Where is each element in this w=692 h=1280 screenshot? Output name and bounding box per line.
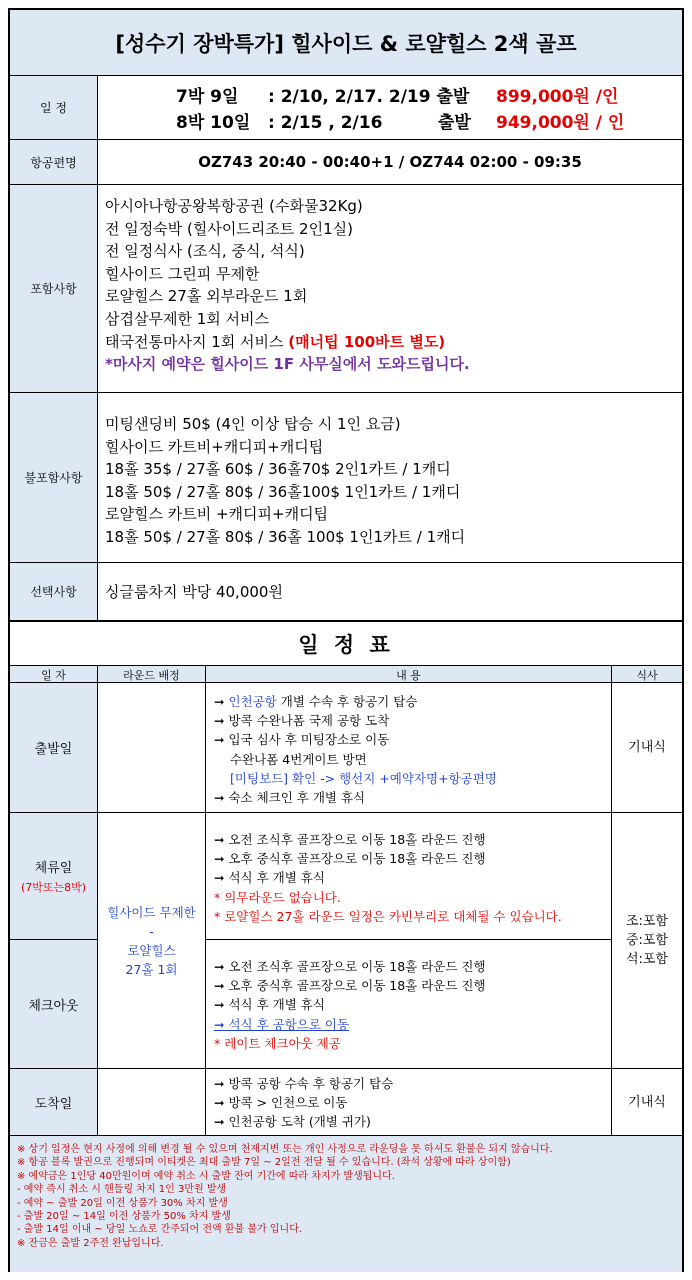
note-line: - 예약 즉시 취소 시 핸들링 차지 1인 3만원 발생	[17, 1184, 227, 1196]
list-item: 태국전통마사지 1회 서비스 (매너팁 100바트 별도)	[105, 332, 446, 351]
excluded-list	[98, 393, 682, 562]
excluded-row	[10, 393, 682, 563]
round-arrival	[98, 1069, 206, 1136]
list-item: 18홀 35$ / 27홀 60$ / 36홀70$ 2인1카트 / 1캐디	[105, 460, 451, 479]
stay-note-2: * 로얄힐스 27홀 라운드 일정은 카빈부리로 대체될 수 있습니다.	[214, 908, 562, 924]
price-8n10d: 949,000원 / 인	[496, 113, 625, 133]
list-item: 삼겹살무제한 1회 서비스	[105, 309, 269, 328]
terms-notes	[10, 1136, 682, 1272]
content-checkout: ➞ 오전 조식후 골프장으로 이동 18홀 라운드 진행 ➞ 오후 중식후 골프장으로 이동 18홀 라운드 진행 ➞ 석식 후 개별 휴식 ➞ 석식 후 공항으로 이동 * 레이트 체크아웃 제공	[206, 940, 612, 1069]
stay-nights: (7박또는8박)	[20, 881, 87, 894]
content-departure: ➞ 인천공항 개별 수속 후 항공기 탑승 ➞ 방콕 수완나폼 국제 공항 도착 ➞ 입국 심사 후 미팅장소로 이동 수완나폼 4번게이트 방면 [미팅보드] 확인 -> 행선지 +예약자명+항공편명 ➞ 숙소 체크인 후 개별 휴식	[206, 683, 612, 813]
schedule-line-2: 8박 10일 : 2/15 , 2/16 출발 949,000원 / 인	[176, 110, 682, 136]
note-line: - 예약 ~ 출발 20일 이전 상품가 30% 차지 발생	[17, 1197, 228, 1209]
list-item: 미팅샌딩비 50$ (4인 이상 탑승 시 1인 요금)	[105, 415, 401, 433]
tour-flyer	[8, 8, 684, 1272]
schedule-label: 일 정	[10, 76, 98, 139]
list-item: 로얄힐스 27홀 외부라운드 1회	[105, 287, 308, 306]
day-checkout: 체크아웃	[10, 940, 98, 1069]
content-arrival: ➞ 방콕 공항 수속 후 항공기 탑승 ➞ 방콕 > 인천으로 이동 ➞ 인천공항 도착 (개별 귀가)	[206, 1069, 612, 1136]
list-item: 로얄힐스 카트비 +캐디피+캐디팁	[105, 505, 329, 524]
schedule-value	[98, 76, 682, 139]
included-list	[98, 185, 682, 392]
note-line: ※ 상기 일정은 현지 사정에 의해 변경 될 수 있으며 천재지변 또는 개인 사정으로 라운딩을 못 하셔도 환불은 되지 않습니다.	[17, 1144, 553, 1155]
schedule-row	[10, 76, 682, 140]
round-departure	[98, 683, 206, 813]
price-7n9d: 899,000원 /인	[496, 87, 619, 107]
massage-tip: (매너팁 100바트 별도)	[288, 332, 446, 351]
header-round: 라운드 배정	[98, 666, 206, 683]
list-item: 전 일정식사 (조식, 중식, 석식)	[105, 242, 305, 261]
optional-value: 싱글룸차지 박당 40,000원	[105, 583, 283, 601]
list-item: 전 일정숙박 (힐사이드리조트 2인1실)	[105, 219, 353, 238]
note-line: ※ 항공 블록 발권으로 진행되며 이티켓은 최대 출발 7일 ~ 2일전 전달 될 수 있습니다. (좌석 상황에 따라 상이함)	[17, 1157, 511, 1169]
list-item: 힐사이드 카트비+캐디피+캐디팁	[105, 437, 324, 456]
excluded-label: 불포함사항	[10, 393, 98, 562]
header-day: 일 자	[10, 666, 98, 683]
flight-row	[10, 140, 682, 185]
meal-departure: 기내식	[612, 683, 682, 813]
to-airport: ➞ 석식 후 공항으로 이동	[214, 1016, 350, 1032]
meal-arrival: 기내식	[612, 1069, 682, 1136]
meal-stay: 조:포함 중:포함 석:포함	[612, 813, 682, 1069]
itinerary-title: 일 정 표	[298, 632, 394, 657]
note-line: - 출발 14일 이내 ~ 당일 노쇼로 간주되어 전액 환불 불가 입니다.	[17, 1224, 303, 1236]
list-item: 아시아나항공왕복항공권 (수화물32Kg)	[105, 197, 363, 215]
itinerary-header	[10, 665, 682, 683]
note-line: ※ 잔금은 출발 2주전 완납입니다.	[17, 1237, 164, 1249]
incheon-airport: 인천공항	[228, 694, 277, 709]
header-content: 내 용	[206, 666, 612, 683]
included-label: 포함사항	[10, 185, 98, 392]
included-row	[10, 185, 682, 393]
day-stay: 체류일 (7박또는8박)	[10, 813, 98, 940]
day-departure: 출발일	[10, 683, 98, 813]
flight-value: OZ743 20:40 - 00:40+1 / OZ744 02:00 - 09:35	[198, 153, 582, 171]
list-item: 힐사이드 그린피 무제한	[105, 264, 260, 283]
day-arrival: 도착일	[10, 1069, 98, 1136]
schedule-line-1: 7박 9일 : 2/10, 2/17. 2/19 출발 899,000원 /인	[176, 84, 682, 110]
optional-label: 선택사항	[10, 563, 98, 620]
optional-row	[10, 563, 682, 622]
note-line: ※ 예약금은 1인당 40만원이며 예약 취소 시 출발 잔여 기간에 따라 차지가 발생됩니다.	[17, 1170, 395, 1182]
late-checkout-note: * 레이트 체크아웃 제공	[214, 1035, 341, 1051]
meeting-board: [미팅보드] 확인 -> 행선지 +예약자명+항공편명	[230, 770, 497, 786]
page-title: [성수기 장박특가] 힐사이드 & 로얄힐스 2색 골프	[10, 10, 682, 76]
round-assignment: 힐사이드 무제한 - 로얄힐스 27홀 1회	[98, 813, 206, 1069]
content-stay: ➞ 오전 조식후 골프장으로 이동 18홀 라운드 진행 ➞ 오후 중식후 골프장으로 이동 18홀 라운드 진행 ➞ 석식 후 개별 휴식 * 의무라운드 없습니다. * 로얄힐스 27홀 라운드 일정은 카빈부리로 대체될 수 있습니다.	[206, 813, 612, 940]
note-line: - 출발 20일 ~ 14일 이전 상품가 50% 차지 발생	[17, 1211, 231, 1223]
header-meal: 식사	[636, 668, 658, 682]
list-item: 18홀 50$ / 27홀 80$ / 36홀 100$ 1인1카트 / 1캐디	[105, 527, 466, 546]
massage-note: *마사지 예약은 힐사이드 1F 사무실에서 도와드립니다.	[105, 355, 470, 374]
flight-label: 항공편명	[10, 140, 98, 184]
list-item: 18홀 50$ / 27홀 80$ / 36홀100$ 1인1카트 / 1캐디	[105, 482, 461, 501]
stay-note-1: * 의무라운드 없습니다.	[214, 889, 341, 905]
